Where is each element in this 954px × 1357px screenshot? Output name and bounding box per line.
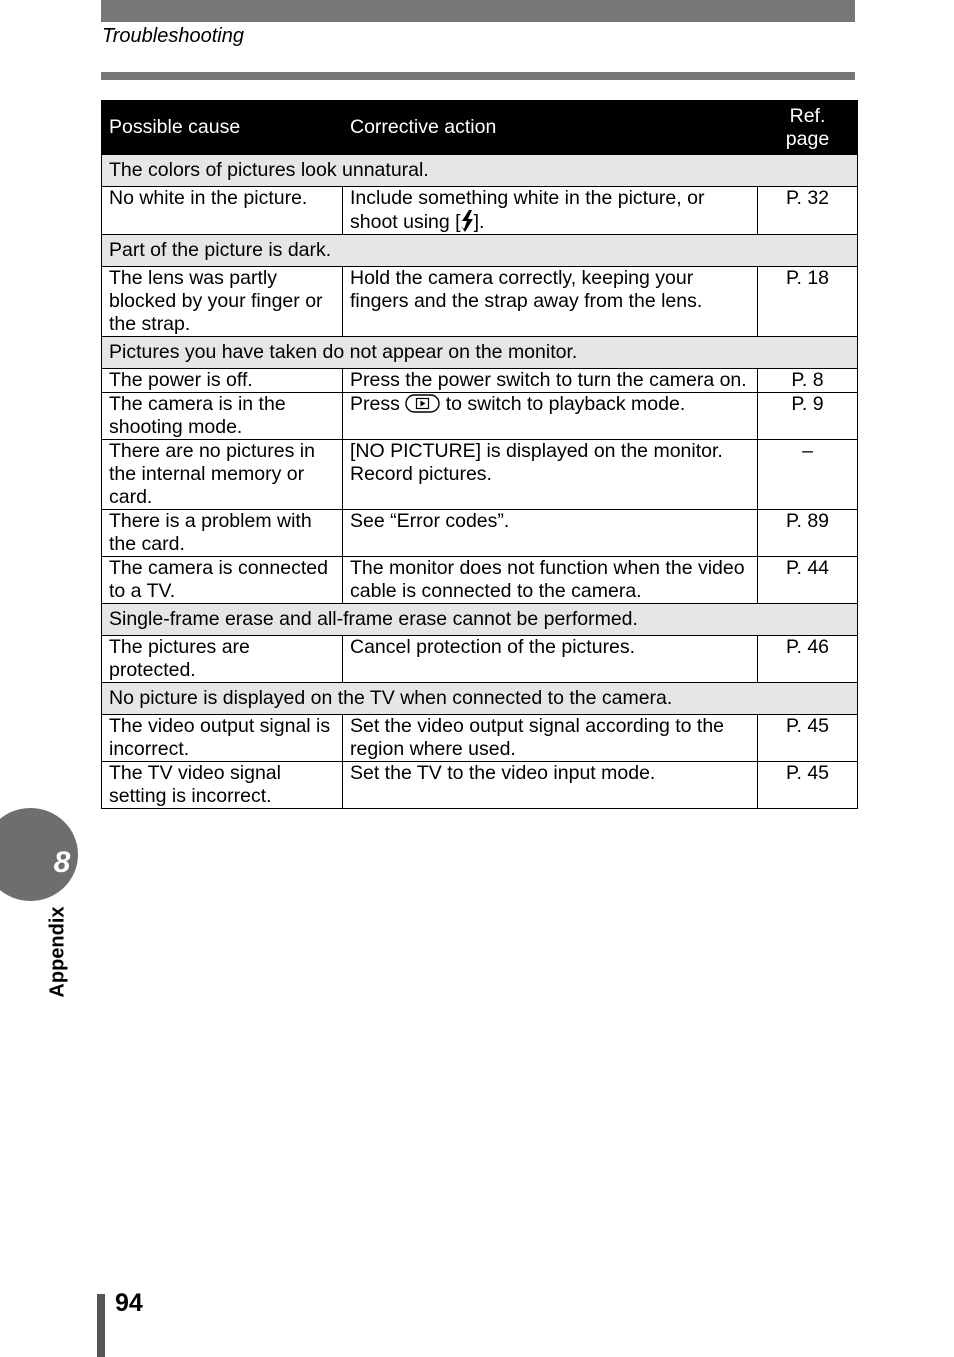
table-row <box>102 440 858 510</box>
action-text: Include something white in the picture, or shoot using [ <box>350 187 705 233</box>
group-title: Single-frame erase and all-frame erase cannot be performed. <box>102 604 858 636</box>
page-number: 94 <box>115 1289 143 1317</box>
section-title: Troubleshooting <box>102 25 244 47</box>
top-rule <box>101 0 855 22</box>
action-cell: Cancel protection of the pictures. <box>343 636 758 683</box>
chapter-number: 8 <box>53 846 71 879</box>
ref-cell: P. 89 <box>758 510 858 557</box>
table-header-row <box>102 101 858 155</box>
table-row <box>102 636 858 683</box>
group-title: No picture is displayed on the TV when connected to the camera. <box>102 683 858 715</box>
action-text: Press <box>350 393 400 415</box>
header-ref-page: Ref. page <box>758 101 858 155</box>
playback-button-icon <box>405 394 440 413</box>
table-row <box>102 762 858 809</box>
flash-icon <box>461 210 474 232</box>
group-row <box>102 337 858 369</box>
ref-cell: – <box>758 440 858 510</box>
action-cell: Hold the camera correctly, keeping your fingers and the strap away from the lens. <box>343 267 758 337</box>
action-text: ]. <box>473 211 485 233</box>
action-cell: Set the video output signal according to the region where used. <box>343 715 758 762</box>
cause-cell: The camera is connected to a TV. <box>102 557 343 604</box>
group-row <box>102 604 858 636</box>
ref-cell: P. 8 <box>758 369 858 393</box>
table-row <box>102 369 858 393</box>
table-row <box>102 267 858 337</box>
chapter-label: Appendix <box>46 906 69 998</box>
group-title: The colors of pictures look unnatural. <box>102 155 858 187</box>
action-cell <box>343 187 758 235</box>
troubleshooting-table <box>101 100 858 809</box>
action-cell: The monitor does not function when the video cable is connected to the camera. <box>343 557 758 604</box>
cause-cell: The TV video signal setting is incorrect. <box>102 762 343 809</box>
cause-cell: No white in the picture. <box>102 187 343 235</box>
cause-cell: The lens was partly blocked by your finger or the strap. <box>102 267 343 337</box>
cause-cell: The video output signal is incorrect. <box>102 715 343 762</box>
action-text: to switch to playback mode. <box>445 393 686 415</box>
action-cell: [NO PICTURE] is displayed on the monitor. Record pictures. <box>343 440 758 510</box>
cause-cell: The camera is in the shooting mode. <box>102 393 343 440</box>
table-row <box>102 393 858 440</box>
table-row <box>102 715 858 762</box>
cause-cell: There are no pictures in the internal memory or card. <box>102 440 343 510</box>
group-row <box>102 683 858 715</box>
group-title: Pictures you have taken do not appear on the monitor. <box>102 337 858 369</box>
header-rule <box>101 72 855 80</box>
group-row <box>102 235 858 267</box>
action-cell <box>343 393 758 440</box>
ref-cell: P. 9 <box>758 393 858 440</box>
group-title: Part of the picture is dark. <box>102 235 858 267</box>
table-row <box>102 557 858 604</box>
action-cell: Press the power switch to turn the camera on. <box>343 369 758 393</box>
ref-cell: P. 45 <box>758 762 858 809</box>
cause-cell: There is a problem with the card. <box>102 510 343 557</box>
header-possible-cause: Possible cause <box>102 101 343 155</box>
ref-cell: P. 18 <box>758 267 858 337</box>
table-row <box>102 187 858 235</box>
action-cell: Set the TV to the video input mode. <box>343 762 758 809</box>
ref-cell: P. 46 <box>758 636 858 683</box>
cause-cell: The pictures are protected. <box>102 636 343 683</box>
page-number-rule <box>97 1294 105 1357</box>
ref-cell: P. 44 <box>758 557 858 604</box>
table-row <box>102 510 858 557</box>
ref-cell: P. 32 <box>758 187 858 235</box>
ref-cell: P. 45 <box>758 715 858 762</box>
header-corrective-action: Corrective action <box>343 101 758 155</box>
cause-cell: The power is off. <box>102 369 343 393</box>
group-row <box>102 155 858 187</box>
action-cell: See “Error codes”. <box>343 510 758 557</box>
